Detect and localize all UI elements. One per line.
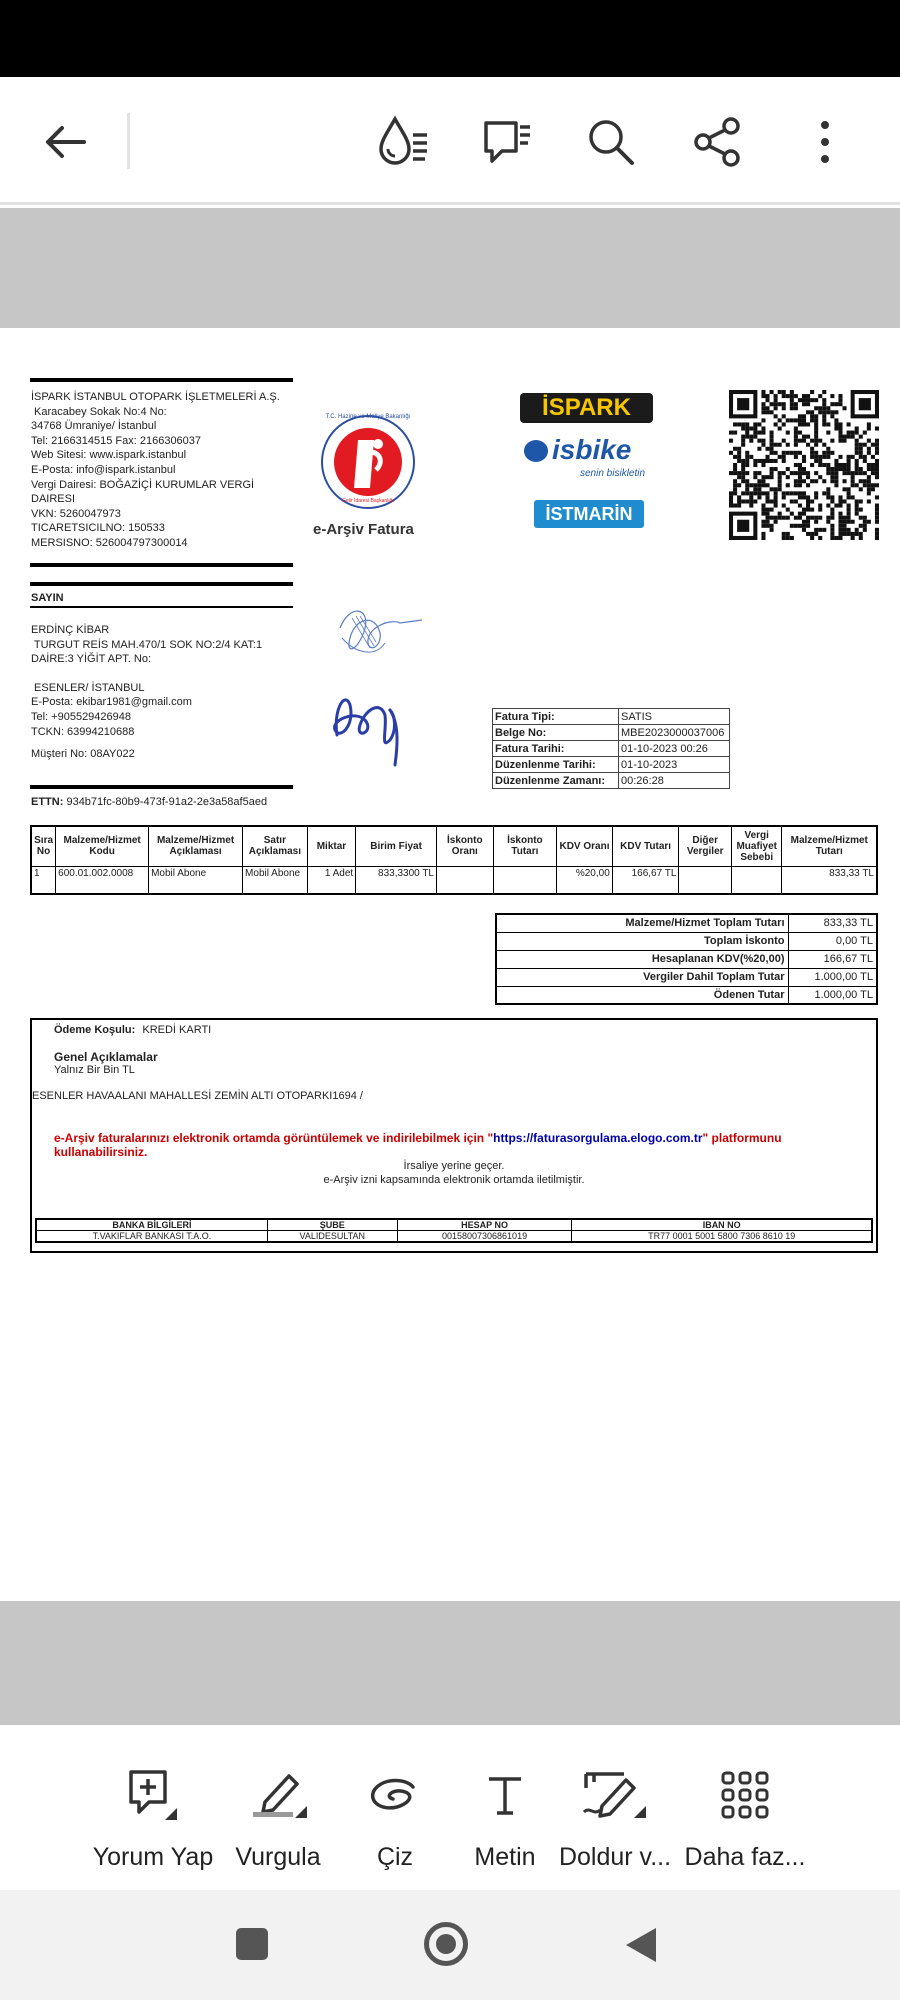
tool-more[interactable] xyxy=(680,1765,810,1872)
add-comment-icon xyxy=(88,1765,218,1825)
table-cell: Mobil Abone xyxy=(149,866,243,894)
divider xyxy=(30,606,293,608)
back-arrow-icon[interactable] xyxy=(30,107,100,177)
table-cell: 1 Adet xyxy=(307,866,355,894)
tool-label: Vurgula xyxy=(235,1843,321,1871)
meta-row xyxy=(493,773,730,789)
items-header: Birim Fiyat xyxy=(356,826,437,866)
seller-line: Karacabey Sokak No:4 No: xyxy=(31,405,167,418)
table-cell: Mobil Abone xyxy=(243,866,308,894)
recents-square-icon[interactable] xyxy=(236,1928,268,1960)
total-label: Malzeme/Hizmet Toplam Tutarı xyxy=(496,914,788,932)
tool-label: Yorum Yap xyxy=(92,1843,214,1871)
buyer-line: TURGUT REİS MAH.470/1 SOK NO:2/4 KAT:1 xyxy=(31,638,263,651)
divider xyxy=(30,582,293,586)
system-nav-bar xyxy=(0,1890,900,2000)
meta-value: 01-10-2023 xyxy=(619,757,730,773)
table-cell: %20,00 xyxy=(557,866,613,894)
invoice-page[interactable] xyxy=(0,328,900,1601)
buyer-contact: Tel: +905529426948 xyxy=(31,710,132,723)
table-cell: 833,33 TL xyxy=(782,866,877,894)
seller-line: VKN: 5260047973 xyxy=(31,507,121,520)
bank-header: HESAP NO xyxy=(397,1219,572,1231)
meta-label: Düzenlenme Tarihi: xyxy=(493,757,619,773)
more-icon[interactable] xyxy=(790,107,860,177)
total-label: Vergiler Dahil Toplam Tutar xyxy=(496,968,788,986)
seller-line: 34768 Ümraniye/ İstanbul xyxy=(31,420,157,433)
tool-label: Çiz xyxy=(376,1843,414,1871)
total-value: 1.000,00 TL xyxy=(788,968,877,986)
total-label: Toplam İskonto xyxy=(496,932,788,950)
page-gap-top xyxy=(0,208,900,328)
total-row xyxy=(496,914,877,932)
reading-mode-icon[interactable] xyxy=(368,107,438,177)
table-cell: 833,3300 TL xyxy=(356,866,437,894)
items-table xyxy=(30,825,878,895)
tool-label: Daha faz... xyxy=(684,1843,806,1871)
meta-label: Fatura Tipi: xyxy=(493,709,619,725)
bank-cell: T.VAKIFLAR BANKASI T.A.O. xyxy=(36,1231,267,1243)
seller-line: Vergi Dairesi: BOĞAZİÇİ KURUMLAR VERGİ xyxy=(31,478,255,491)
items-header: Sıra No xyxy=(31,826,56,866)
table-cell: 1 xyxy=(31,866,56,894)
earsiv-notice-part: " platformunu kullanabilirsiniz. xyxy=(54,1131,782,1159)
isbike-logo: isbike xyxy=(552,434,632,465)
seller-line: Tel: 2166314515 Fax: 2166306037 xyxy=(31,434,202,447)
buyer-name: ERDİNÇ KİBAR xyxy=(31,624,110,636)
table-cell xyxy=(679,866,732,894)
seller-line: TICARETSICILNO: 150533 xyxy=(31,522,165,535)
seller-line: MERSISNO: 526004797300014 xyxy=(31,536,188,549)
bank-cell: VALIDESULTAN xyxy=(267,1231,397,1243)
divider xyxy=(30,563,293,567)
items-header: Satır Açıklaması xyxy=(243,826,308,866)
table-cell xyxy=(493,866,557,894)
total-row xyxy=(496,950,877,968)
total-value: 166,67 TL xyxy=(788,950,877,968)
gib-seal-subtext: Gelir İdaresi Başkanlığı xyxy=(342,498,394,504)
meta-value: MBE2023000037006 xyxy=(619,725,730,741)
bottom-toolbar xyxy=(0,1725,900,1890)
ettn xyxy=(31,796,267,808)
general-heading: Genel Açıklamalar xyxy=(54,1050,158,1064)
table-cell: 600.01.002.0008 xyxy=(56,866,149,894)
items-header: Malzeme/Hizmet Kodu xyxy=(56,826,149,866)
qr-code xyxy=(729,390,879,540)
istmarin-logo: İSTMARİN xyxy=(534,500,644,528)
earsiv-link[interactable]: https://faturasorgulama.elogo.com.tr xyxy=(493,1131,703,1145)
total-label: Hesaplanan KDV(%20,00) xyxy=(496,950,788,968)
payment-value: KREDİ KARTI xyxy=(142,1024,212,1036)
buyer-heading: SAYIN xyxy=(31,592,64,604)
seller-block xyxy=(31,390,296,551)
toolbar-divider xyxy=(127,113,130,169)
items-header: KDV Tutarı xyxy=(612,826,679,866)
seller-line: DAIRESI xyxy=(31,493,76,506)
comments-icon[interactable] xyxy=(472,107,542,177)
total-row xyxy=(496,968,877,986)
location-note: ESENLER HAVAALANI MAHALLESİ ZEMİN ALTI OTOPARKI1694 / xyxy=(32,1090,363,1102)
table-cell xyxy=(731,866,782,894)
notes-box xyxy=(30,1018,878,1253)
total-value: 833,33 TL xyxy=(788,914,877,932)
tool-highlight[interactable] xyxy=(213,1765,343,1872)
meta-label: Fatura Tarihi: xyxy=(493,741,619,757)
buyer-block xyxy=(31,623,296,762)
home-circle-icon[interactable] xyxy=(424,1922,468,1966)
totals-table xyxy=(495,913,878,1005)
ettn-value: 934b71fc-80b9-473f-91a2-2e3a58af5aed xyxy=(66,796,268,808)
meta-row xyxy=(493,741,730,757)
payment-condition xyxy=(54,1024,211,1036)
items-header: İskonto Tutarı xyxy=(493,826,557,866)
more-tools-grid-icon xyxy=(680,1765,810,1825)
top-toolbar xyxy=(0,77,900,205)
total-row xyxy=(496,986,877,1004)
total-value: 1.000,00 TL xyxy=(788,986,877,1004)
items-header: İskonto Oranı xyxy=(437,826,494,866)
highlight-icon xyxy=(213,1765,343,1825)
seller-line: Web Sitesi: www.ispark.istanbul xyxy=(31,449,187,462)
ettn-label: ETTN: xyxy=(31,796,64,808)
gib-seal-logo xyxy=(318,412,418,512)
back-triangle-icon[interactable] xyxy=(624,1926,658,1969)
items-header: Malzeme/Hizmet Açıklaması xyxy=(149,826,243,866)
bank-cell: TR77 0001 5001 5800 7306 8610 19 xyxy=(572,1231,872,1243)
buyer-line: DAİRE:3 YİĞİT APT. No: xyxy=(31,653,152,666)
isbike-tagline: senin bisikletin xyxy=(580,468,646,479)
irsaliye-note: İrsaliye yerine geçer. xyxy=(403,1160,505,1172)
customer-number: Müşteri No: 08AY022 xyxy=(31,748,135,761)
bank-header: IBAN NO xyxy=(572,1219,872,1231)
seller-line: E-Posta: info@ispark.istanbul xyxy=(31,463,176,476)
tool-fill-sign[interactable] xyxy=(550,1765,680,1872)
invoice-meta-table xyxy=(492,708,730,789)
signature xyxy=(325,680,415,773)
meta-label: Belge No: xyxy=(493,725,619,741)
tool-comment[interactable] xyxy=(88,1765,218,1872)
divider xyxy=(30,378,293,382)
tool-label: Doldur v... xyxy=(558,1843,672,1871)
ispark-logo: İSPARK xyxy=(520,393,653,423)
amount-words: Yalnız Bir Bin TL xyxy=(54,1064,135,1076)
buyer-contact: TCKN: 63994210688 xyxy=(31,725,135,738)
bank-cell: 00158007306861019 xyxy=(397,1231,572,1243)
total-label: Ödenen Tutar xyxy=(496,986,788,1004)
earsiv-label: e-Arşiv Fatura xyxy=(313,521,414,538)
meta-value: SATIS xyxy=(619,709,730,725)
items-header: Vergi Muafiyet Sebebi xyxy=(731,826,782,866)
buyer-city: ESENLER/ İSTANBUL xyxy=(31,681,145,694)
meta-label: Düzenlenme Zamanı: xyxy=(493,773,619,789)
bike-icon xyxy=(524,440,548,462)
status-bar xyxy=(0,0,900,77)
iletim-note: e-Arşiv izni kapsamında elektronik ortamda iletilmiştir. xyxy=(323,1174,585,1186)
total-row xyxy=(496,932,877,950)
seller-name: İSPARK İSTANBUL OTOPARK İŞLETMELERİ A.Ş. xyxy=(31,391,280,403)
earsiv-notice-part: e-Arşiv faturalarınızı elektronik ortamda görüntülemek ve indirilebilmek için " xyxy=(54,1131,494,1145)
tool-label: Metin xyxy=(474,1843,536,1871)
earsiv-notice xyxy=(54,1131,854,1159)
divider xyxy=(30,785,293,789)
page-gap-bottom xyxy=(0,1601,900,1725)
items-header: Malzeme/Hizmet Tutarı xyxy=(782,826,877,866)
bank-table xyxy=(35,1218,873,1243)
total-value: 0,00 TL xyxy=(788,932,877,950)
items-header: KDV Oranı xyxy=(557,826,613,866)
table-row xyxy=(31,866,877,894)
search-icon[interactable] xyxy=(576,107,646,177)
items-header: Diğer Vergiler xyxy=(679,826,732,866)
share-icon[interactable] xyxy=(682,107,752,177)
bank-header: ŞUBE xyxy=(267,1219,397,1231)
meta-row xyxy=(493,725,730,741)
table-cell: 166,67 TL xyxy=(612,866,679,894)
payment-label: Ödeme Koşulu: xyxy=(54,1024,136,1036)
fill-sign-icon xyxy=(550,1765,680,1825)
bank-header: BANKA BİLGİLERİ xyxy=(36,1219,267,1231)
items-header: Miktar xyxy=(307,826,355,866)
buyer-contact: E-Posta: ekibar1981@gmail.com xyxy=(31,696,192,709)
table-cell xyxy=(437,866,494,894)
stamp-scribble xyxy=(330,598,425,671)
meta-value: 01-10-2023 00:26 xyxy=(619,741,730,757)
meta-row xyxy=(493,757,730,773)
meta-value: 00:26:28 xyxy=(619,773,730,789)
gib-seal-text: T.C. Hazine ve Maliye Bakanlığı xyxy=(325,414,411,420)
meta-row xyxy=(493,709,730,725)
